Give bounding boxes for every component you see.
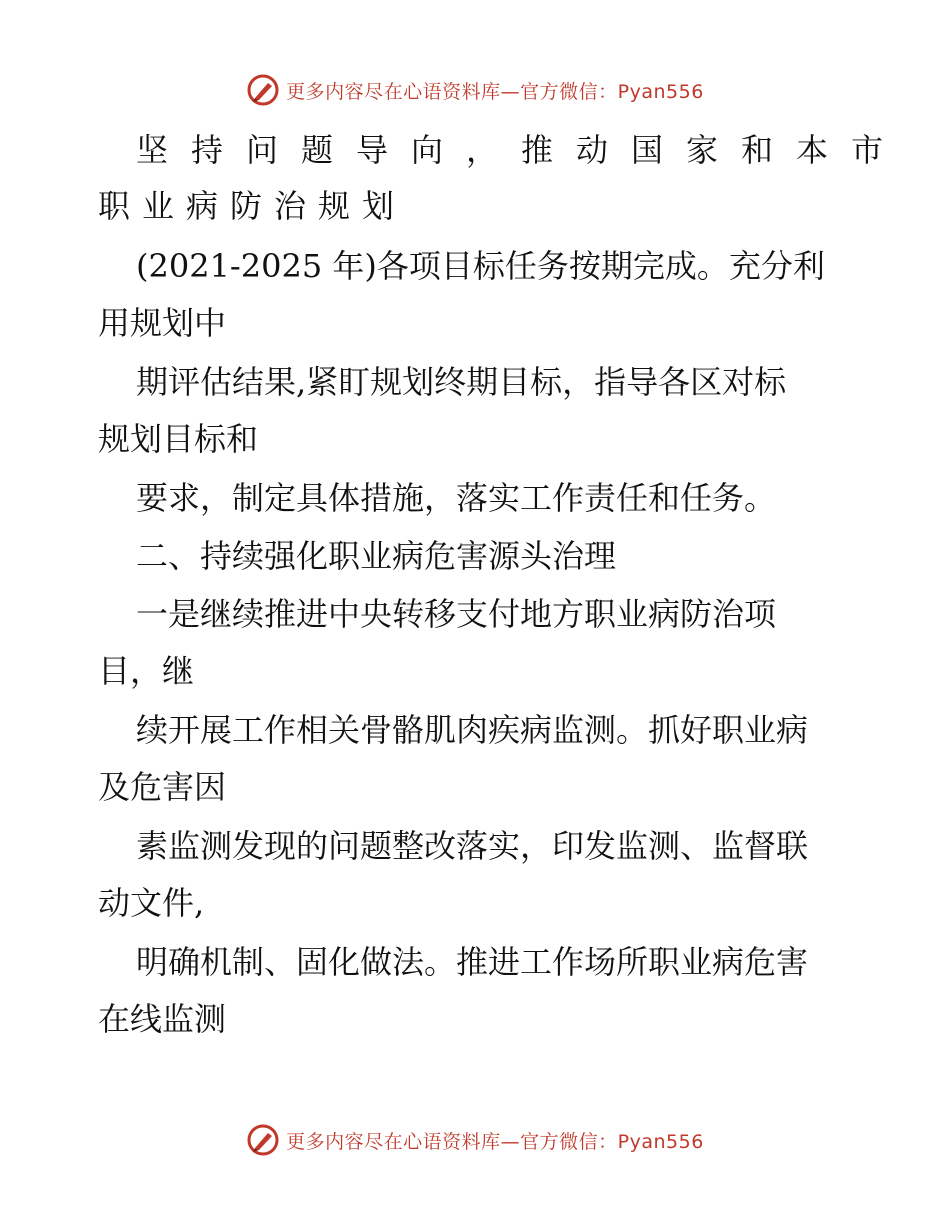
body-line: (2021-2025 年)各项目标任务按期完成。充分利 bbox=[136, 247, 825, 285]
body-line: 期评估结果,紧盯规划终期目标，指导各区对标 bbox=[136, 363, 787, 401]
body-line: 职业病防治规划 bbox=[98, 187, 407, 225]
body-line: 明确机制、固化做法。推进工作场所职业病危害 bbox=[136, 943, 809, 981]
watermark-banner-top bbox=[0, 70, 950, 110]
body-line: 及危害因 bbox=[98, 768, 227, 806]
pen-logo-icon bbox=[246, 1123, 280, 1157]
section-heading: 二、持续强化职业病危害源头治理 bbox=[136, 537, 617, 575]
body-line: 用规划中 bbox=[98, 304, 227, 342]
watermark-text: 更多内容尽在心语资料库—官方微信：Pyan556 bbox=[286, 1130, 704, 1153]
body-line: 坚持问题导向，推动国家和本市 bbox=[136, 131, 907, 169]
body-line: 要求，制定具体措施，落实工作责任和任务。 bbox=[136, 479, 777, 517]
watermark-text: 更多内容尽在心语资料库—官方微信：Pyan556 bbox=[286, 80, 704, 103]
body-line: 素监测发现的问题整改落实，印发监测、监督联 bbox=[136, 827, 809, 865]
body-line: 一是继续推进中央转移支付地方职业病防治项 bbox=[136, 595, 777, 633]
pen-logo-icon bbox=[246, 73, 280, 107]
body-line: 在线监测 bbox=[98, 1000, 227, 1038]
body-line: 目，继 bbox=[98, 652, 195, 690]
body-line: 续开展工作相关骨骼肌肉疾病监测。抓好职业病 bbox=[136, 711, 809, 749]
watermark-banner-bottom bbox=[0, 1120, 950, 1160]
body-line: 规划目标和 bbox=[98, 420, 259, 458]
body-line: 动文件, bbox=[98, 884, 205, 922]
